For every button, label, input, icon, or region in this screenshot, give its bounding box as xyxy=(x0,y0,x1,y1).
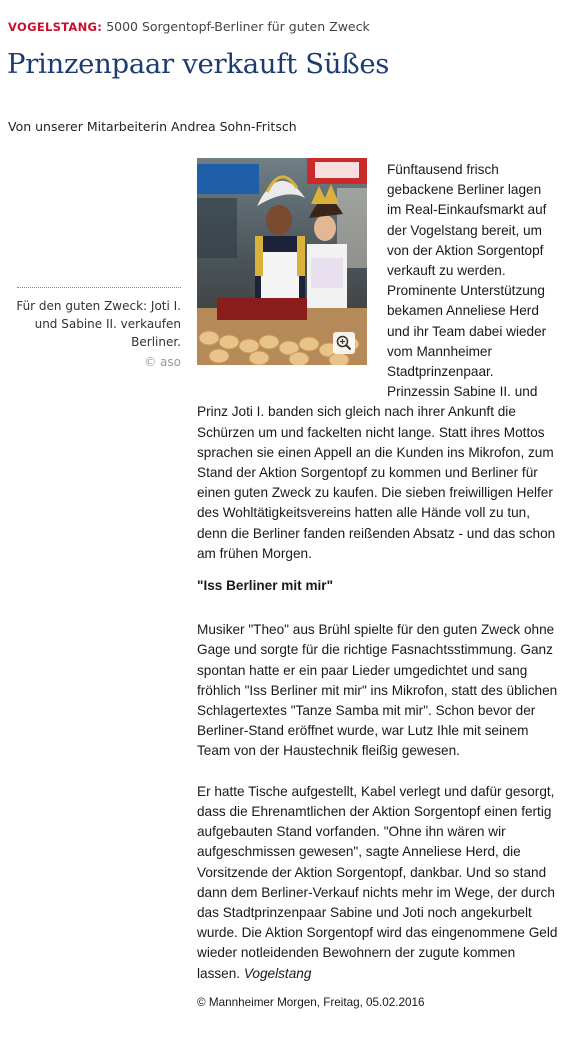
paragraph-3-text: Er hatte Tische aufgestellt, Kabel verlegt und dafür gesorgt, dass die Ehrenamtlichen der Aktion Sorgentopf einen fertig aufgebauten Stand vorfanden. "Ohne ihn wären wir aufgeschmissen gewesen", sagte Anneliese Herd, die Vorsitzende der Aktion Sorgentopf, dankbar. Und so stand dann dem Berliner-Verkauf nichts mehr im Wege, der durch das Stadtprinzenpaar Sabine und Joti noch angekurbelt wurde. Die Aktion Sorgentopf wird das eingenommene Geld wieder notleidenden Bewohnern der zugute kommen lassen. xyxy=(197,783,558,981)
paragraph-1: Fünftausend frisch gebackene Berliner lagen im Real-Einkaufsmarkt auf der Vogelstang bereit, um von der Aktion Sorgentopf verkauft zu werden. Prominente Unterstützung bekamen Anneliese Herd und ihr Team dabei wieder vom Mannheimer Stadtprinzenpaar. Prinzessin Sabine II. und Prinz Joti I. banden sich gleich nach ihrer Ankunft die Schürzen um und fackelten nicht lange. Statt ihres Mottos sprachen sie einen Appell an die Kunden ins Mikrofon, zum Stand der Aktion Sorgentopf zu kommen und Berliner für einen guten Zweck zu kaufen. Die sieben freiwilligen Helfer des Wohltätigkeitsvereins hatten alle Hände voll zu tun, denn die Berliner fanden reißenden Absatz - und das schon am frühen Morgen. xyxy=(197,162,556,561)
subheading: "Iss Berliner mit mir" xyxy=(197,578,334,594)
kicker xyxy=(8,19,370,34)
byline: Von unserer Mitarbeiterin Andrea Sohn-Fritsch xyxy=(8,119,297,134)
dateline: Vogelstang xyxy=(243,965,312,981)
paragraph-2: Musiker "Theo" aus Brühl spielte für den guten Zweck ohne Gage und sorgte für die richtige Fasnachtsstimmung. Ganz spontan hatte er ein paar Lieder umgedichtet und sang fröhlich "Iss Berliner mit mir" ins Mikrofon, statt des üblichen Schlagertextes "Tanze Samba mit mir". Schon bevor der Berliner-Stand eröffnet wurde, war Lutz Ihle mit seinem Team von der Haustechnik fleißig gewesen. xyxy=(197,622,558,759)
copyright-footer: © Mannheimer Morgen, Freitag, 05.02.2016 xyxy=(197,996,425,1009)
image-float-space xyxy=(197,160,387,387)
section-label[interactable]: VOGELSTANG: xyxy=(8,20,103,34)
caption-divider xyxy=(17,287,181,288)
kicker-text: 5000 Sorgentopf-Berliner für guten Zweck xyxy=(106,19,370,34)
headline: Prinzenpaar verkauft Süßes xyxy=(7,48,390,80)
image-credit: © aso xyxy=(144,355,181,369)
paragraph-3 xyxy=(197,782,559,984)
image-caption: Für den guten Zweck: Joti I. und Sabine II. verkaufen Berliner. xyxy=(16,299,181,349)
article-body xyxy=(197,160,559,984)
